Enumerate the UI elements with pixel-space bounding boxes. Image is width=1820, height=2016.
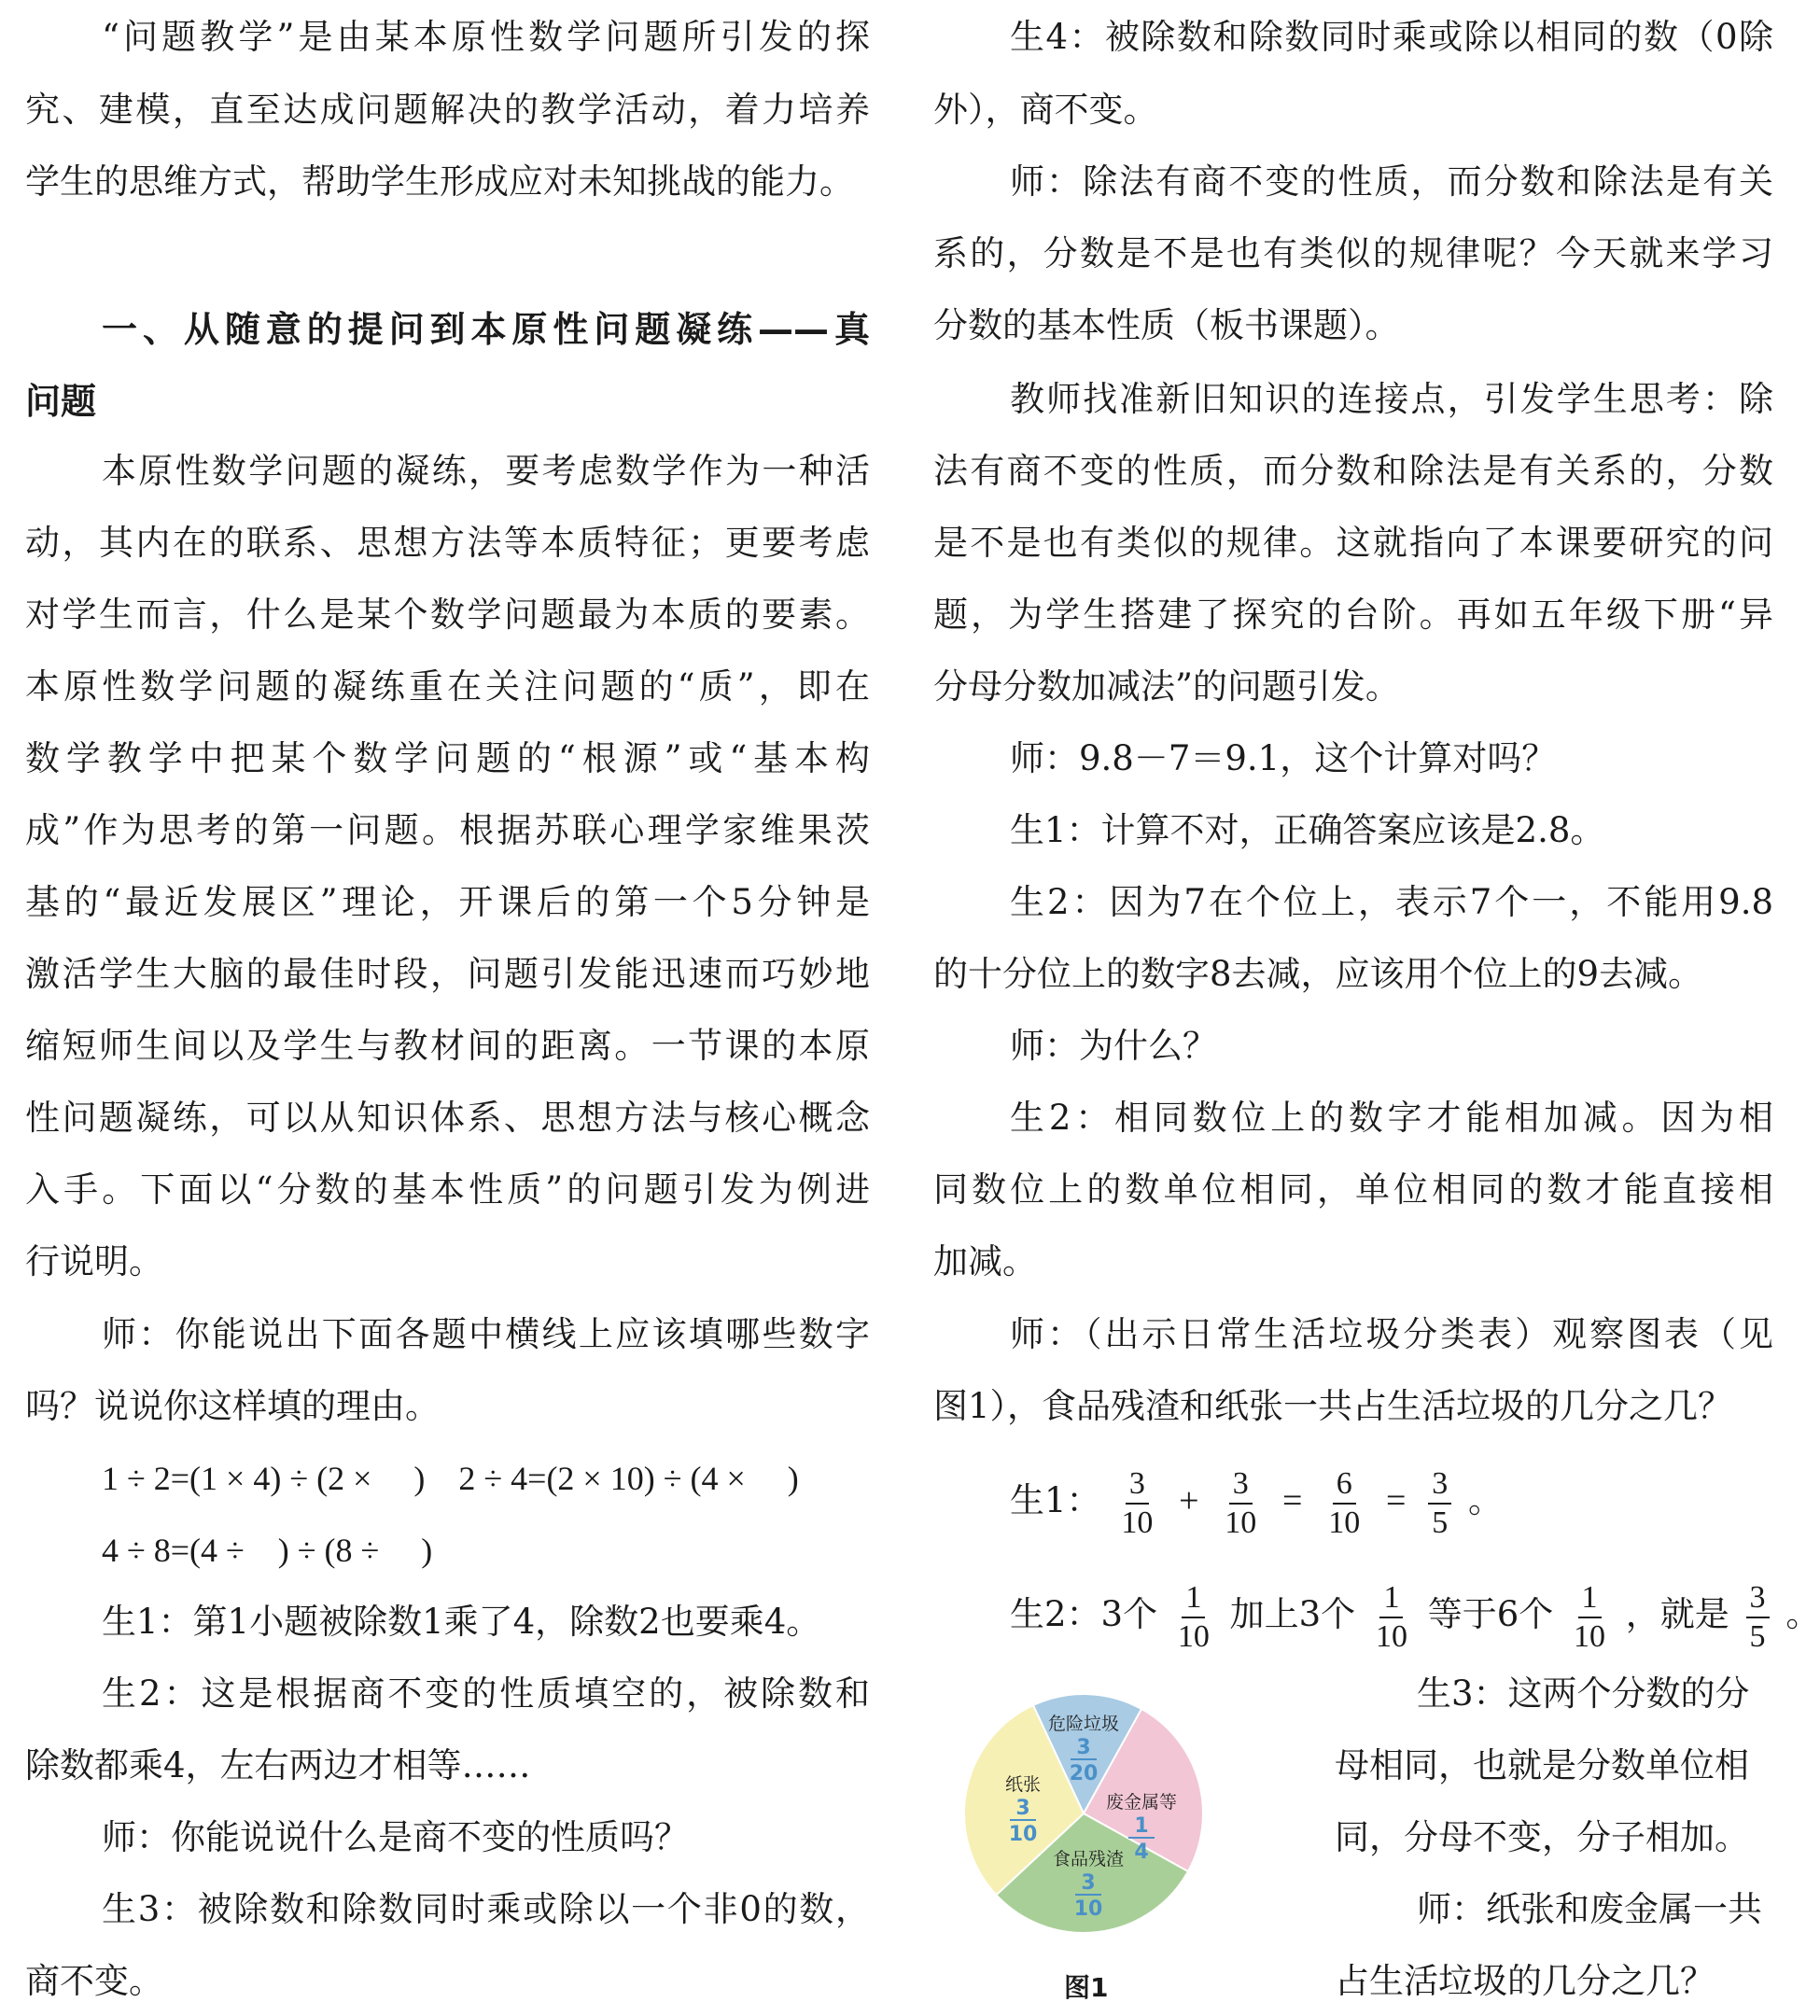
body-line: 入手。下面以“分数的基本性质”的问题引发为例进 [25, 1169, 870, 1210]
body-line: 基的“最近发展区”理论，开课后的第一个5分钟是 [25, 882, 870, 922]
dialog-line: 同数位上的数单位相同，单位相同的数才能直接相 [933, 1169, 1773, 1210]
pie-fraction-denominator: 20 [1069, 1762, 1099, 1785]
dialog-line: 吗？说说你这样填的理由。 [25, 1386, 440, 1426]
body-line: 对学生而言，什么是某个数学问题最为本质的要素。 [25, 595, 870, 635]
operator: + [1179, 1481, 1199, 1520]
pie-slice-label: 纸张 [1004, 1774, 1042, 1795]
pie-fraction-numerator: 3 [1076, 1736, 1091, 1759]
dialog-line: 生3：这两个分数的分 [1417, 1673, 1750, 1714]
body-line: 性问题凝练，可以从知识体系、思想方法与核心概念 [25, 1098, 870, 1138]
dialog-line: 分数的基本性质（板书课题）。 [933, 305, 1400, 345]
dialog-line: 师：（出示日常生活垃圾分类表）观察图表（见 [1010, 1314, 1773, 1354]
fraction: $\frac{3}{5}$ [1746, 1579, 1770, 1656]
pie-fraction-numerator: 3 [1081, 1871, 1096, 1895]
equation-line: 1 ÷ 2=(1 × 4) ÷ (2 × ) 2 ÷ 4=(2 × 10) ÷ (4 × ) [102, 1460, 799, 1497]
pie-slice-label: 危险垃圾 [1047, 1714, 1120, 1734]
section-heading: 一、从随意的提问到本原性问题凝练——真 [102, 309, 870, 350]
dialog-line: 生2：这是根据商不变的性质填空的，被除数和 [102, 1673, 870, 1714]
dialog-line: 加减。 [933, 1241, 1037, 1281]
dialog-line: 商不变。 [25, 1961, 163, 2001]
body-line: 行说明。 [25, 1241, 163, 1281]
body-line: 是不是也有类似的规律。这就指向了本课要研究的问 [933, 523, 1773, 563]
dialog-line: 师：为什么？ [1010, 1026, 1217, 1066]
speaker-label: 生2：3个 [1010, 1594, 1158, 1634]
equation-line: 4 ÷ 8=(4 ÷ ) ÷ (8 ÷ ) [102, 1532, 433, 1569]
waste-pie-chart [959, 1689, 1208, 1938]
operator: = [1282, 1481, 1303, 1520]
dialog-line: 同，分母不变，分子相加。 [1335, 1817, 1749, 1857]
fraction-sum-line: 生1： $\frac{3}{10}$ + $\frac{3}{10}$ = $\frac{6}{10}$ = $\frac{3}{5}$ 。 [1010, 1465, 1503, 1540]
pie-fraction-denominator: 4 [1134, 1841, 1149, 1864]
figure-caption: 图1 [1064, 1972, 1109, 2003]
fraction: $\frac{3}{10}$ [1121, 1465, 1154, 1540]
dialog-line: 师：你能说说什么是商不变的性质吗？ [102, 1817, 689, 1857]
dialog-line: 师：纸张和废金属一共 [1417, 1889, 1762, 1929]
body-line: 缩短师生间以及学生与教材间的距离。一节课的本原 [25, 1026, 870, 1066]
fraction: $\frac{3}{10}$ [1225, 1465, 1257, 1540]
pie-fraction-denominator: 10 [1073, 1897, 1103, 1921]
pie-fraction-denominator: 10 [1008, 1823, 1038, 1846]
speaker-label: 生1： [1010, 1480, 1101, 1520]
body-line: 题，为学生搭建了探究的台阶。再如五年级下册“异 [933, 595, 1773, 635]
section-heading: 问题 [25, 381, 97, 422]
dialog-line: 生2：因为7在个位上，表示7个一，不能用9.8 [1010, 882, 1773, 922]
dialog-line: 生3：被除数和除数同时乘或除以一个非0的数， [102, 1889, 870, 1929]
dialog-line: 母相同，也就是分数单位相 [1335, 1745, 1749, 1785]
intro-line: 究、建模，直至达成问题解决的教学活动，着力培养 [25, 90, 870, 130]
body-line: 分母分数加减法”的问题引发。 [933, 666, 1400, 707]
pie-fraction-numerator: 3 [1015, 1797, 1030, 1820]
operator: = [1386, 1481, 1407, 1520]
dialog-line: 除数都乘4，左右两边才相等…… [25, 1745, 531, 1785]
dialog-line: 生1：第1小题被除数1乘了4，除数2也要乘4。 [102, 1602, 821, 1642]
dialog-line: 占生活垃圾的几分之几？ [1335, 1961, 1715, 2001]
dialog-line: 图1），食品残渣和纸张一共占生活垃圾的几分之几？ [933, 1386, 1733, 1426]
body-line: 动，其内在的联系、思想方法等本质特征；更要考虑 [25, 523, 870, 563]
fraction: $\frac{6}{10}$ [1328, 1465, 1361, 1540]
dialog-line: 师：你能说出下面各题中横线上应该填哪些数字 [102, 1314, 870, 1354]
dialog-line: 生2：相同数位上的数字才能相加减。因为相 [1010, 1098, 1773, 1138]
fraction: $\frac{3}{5}$ [1428, 1465, 1451, 1542]
body-line: 本原性数学问题的凝练，要考虑数学作为一种活 [102, 451, 870, 491]
dialog-line: 师：9.8－7＝9.1，这个计算对吗？ [1010, 738, 1557, 778]
pie-fraction-numerator: 1 [1134, 1814, 1149, 1838]
body-line: 本原性数学问题的凝练重在关注问题的“质”，即在 [25, 666, 870, 707]
intro-line: “问题教学”是由某本原性数学问题所引发的探 [102, 17, 870, 57]
dialog-line: 系的，分数是不是也有类似的规律呢？今天就来学习 [933, 233, 1773, 273]
body-line: 教师找准新旧知识的连接点，引发学生思考：除 [1010, 379, 1773, 419]
dialog-line: 外），商不变。 [933, 90, 1158, 130]
body-line: 数学教学中把某个数学问题的“根源”或“基本构 [25, 738, 870, 778]
intro-line: 学生的思维方式，帮助学生形成应对未知挑战的能力。 [25, 161, 854, 202]
pie-slice-label: 废金属等 [1105, 1792, 1178, 1813]
pie-svg [959, 1689, 1208, 1938]
body-line: 成”作为思考的第一问题。根据苏联心理学家维果茨 [25, 810, 870, 850]
dialog-line: 生1：计算不对，正确答案应该是2.8。 [1010, 810, 1605, 850]
body-line: 激活学生大脑的最佳时段，问题引发能迅速而巧妙地 [25, 954, 870, 994]
body-line: 法有商不变的性质，而分数和除法是有关系的，分数 [933, 451, 1773, 491]
pie-slice-label: 食品残渣 [1052, 1849, 1125, 1869]
fraction: $\frac{1}{10}$ [1177, 1579, 1210, 1654]
dialog-line: 师：除法有商不变的性质，而分数和除法是有关 [1010, 161, 1773, 202]
fraction: $\frac{1}{10}$ [1574, 1579, 1606, 1654]
fraction: $\frac{1}{10}$ [1375, 1579, 1407, 1654]
dialog-line: 的十分位上的数字8去减，应该用个位上的9去减。 [933, 954, 1703, 994]
fraction-units-line: 生2：3个 $\frac{1}{10}$ 加上3个 $\frac{1}{10}$ 等于6个 $\frac{1}{10}$ ，就是 $\frac{3}{5}$ 。 [1010, 1579, 1820, 1654]
dialog-line: 生4：被除数和除数同时乘或除以相同的数（0除 [1010, 17, 1773, 57]
